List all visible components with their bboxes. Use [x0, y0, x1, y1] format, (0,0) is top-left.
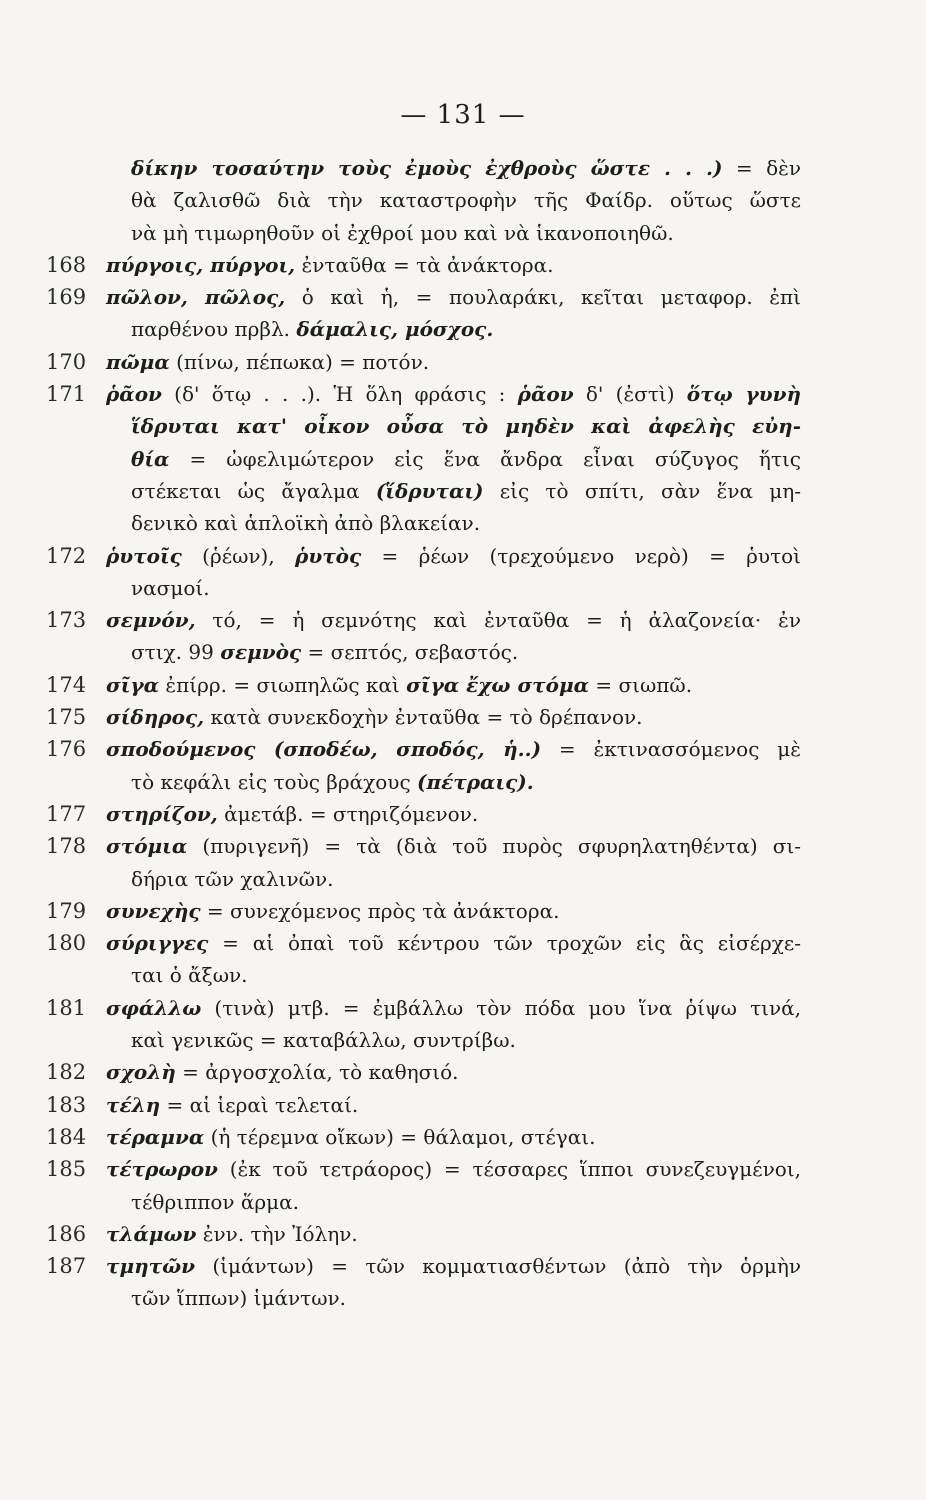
- gloss-text: δήρια τῶν χαλινῶν.: [131, 866, 334, 891]
- continuation-line: [46, 410, 801, 442]
- entry-line: [46, 927, 801, 959]
- entry-number: 184: [46, 1124, 87, 1149]
- gloss-text: (πίνω, πέπωκα) = ποτόν.: [169, 349, 430, 374]
- continuation-line: [46, 507, 801, 539]
- line-text: [106, 346, 801, 378]
- gloss-text: = ἐκτινασσόμενος μὲ: [541, 737, 801, 762]
- lemma-text: τέλη: [106, 1092, 161, 1117]
- lemma-text: σφάλλω: [106, 995, 202, 1020]
- entry-line: [46, 1121, 801, 1153]
- line-text: [131, 443, 801, 475]
- gloss-text: ἐνταῦθα = τὰ ἀνάκτορα.: [295, 252, 554, 277]
- gloss-text: = ἀργοσχολία, τὸ καθησιό.: [175, 1060, 459, 1085]
- entry-number: 186: [46, 1221, 87, 1246]
- entry-line: [46, 604, 801, 636]
- glossary-text: [46, 152, 801, 1315]
- line-text: [106, 1153, 801, 1185]
- gloss-text: ἐπίρρ. = σιωπηλῶς καὶ: [159, 672, 407, 697]
- entry-number: 187: [46, 1254, 87, 1279]
- lemma-text: (πέτραις).: [417, 769, 534, 794]
- lemma-text: ῥυτοῖς: [106, 543, 182, 568]
- entry-line: [46, 701, 801, 733]
- continuation-line: [46, 1282, 801, 1314]
- line-text: [131, 475, 801, 507]
- lemma-text: συνεχὴς: [106, 898, 201, 923]
- gloss-text: ὁ καὶ ἡ, = πουλαράκι, κεῖται μεταφορ. ἐπὶ: [285, 285, 801, 310]
- entry-line: [46, 798, 801, 830]
- entry-line: [46, 992, 801, 1024]
- page-number: — 131 —: [400, 100, 526, 130]
- entry-number: 173: [46, 608, 87, 633]
- gloss-text: (τινὰ) μτβ. = ἐμβάλλω τὸν πόδα μου ἵνα ῥίψω τινά,: [201, 995, 801, 1020]
- gloss-text: = αἱ ἱεραὶ τελεταί.: [160, 1092, 359, 1117]
- line-text: [131, 410, 801, 442]
- gloss-text: τέθριππον ἅρμα.: [131, 1189, 300, 1214]
- lemma-text: δίκην τοσαύτην τοὺς ἐμοὺς ἐχθροὺς ὥστε . . .): [131, 156, 723, 180]
- line-text: [106, 669, 801, 701]
- continuation-line: [46, 152, 801, 184]
- gloss-text: (ἱμάντων) = τῶν κομματιασθέντων (ἀπὸ τὴν ὁρμὴν: [195, 1254, 801, 1279]
- line-text: [106, 1056, 801, 1088]
- gloss-text: στιχ. 99: [131, 640, 221, 665]
- lemma-text: στόμια: [106, 834, 188, 859]
- line-text: [131, 1186, 801, 1218]
- line-text: [106, 281, 801, 313]
- gloss-text: δενικὸ καὶ ἁπλοϊκὴ ἀπὸ βλακείαν.: [131, 511, 481, 536]
- gloss-text: = σεπτός, σεβαστός.: [301, 640, 519, 665]
- line-text: [131, 184, 801, 216]
- entry-number: 177: [46, 801, 87, 826]
- entry-number: 183: [46, 1092, 87, 1117]
- entry-line: [46, 281, 801, 313]
- gloss-text: = ὠφελιμώτερον εἰς ἕνα ἄνδρα εἶναι σύζυγος ἥτις: [169, 446, 801, 471]
- entry-line: [46, 1089, 801, 1121]
- lemma-text: σῖγα: [106, 672, 160, 697]
- line-text: [106, 1089, 801, 1121]
- line-text: [131, 1024, 801, 1056]
- lemma-text: (ἵδρυται): [375, 478, 484, 503]
- lemma-text: σχολὴ: [106, 1060, 176, 1085]
- entry-number: 176: [46, 737, 87, 762]
- entry-line: [46, 1153, 801, 1185]
- continuation-line: [46, 1186, 801, 1218]
- entry-line: [46, 895, 801, 927]
- lemma-text: σεμνὸς: [220, 640, 302, 665]
- line-text: [106, 830, 801, 862]
- entry-number: 180: [46, 931, 87, 956]
- gloss-text: τῶν ἵππων) ἱμάντων.: [131, 1286, 347, 1311]
- continuation-line: [46, 217, 801, 249]
- entry-line: [46, 378, 801, 410]
- entry-number: 182: [46, 1060, 87, 1085]
- line-text: [106, 701, 801, 733]
- gloss-text: στέκεται ὡς ἄγαλμα: [131, 478, 376, 503]
- entry-number: 181: [46, 995, 87, 1020]
- entry-number: 169: [46, 285, 87, 310]
- entry-number: 172: [46, 543, 87, 568]
- gloss-text: ἀμετάβ. = στηριζόμενον.: [217, 801, 479, 826]
- continuation-line: [46, 636, 801, 668]
- gloss-text: τό, = ἡ σεμνότης καὶ ἐνταῦθα = ἡ ἀλαζονεία· ἐν: [195, 608, 801, 633]
- lemma-text: σεμνόν,: [106, 608, 196, 633]
- continuation-line: [46, 959, 801, 991]
- lemma-text: δάμαλις, μόσχος.: [296, 317, 494, 342]
- entry-number: 179: [46, 898, 87, 923]
- lemma-text: τέραμνα: [106, 1124, 205, 1149]
- entry-line: [46, 1250, 801, 1282]
- entry-line: [46, 733, 801, 765]
- gloss-text: ται ὁ ἄξων.: [131, 963, 248, 988]
- line-text: [106, 895, 801, 927]
- entry-line: [46, 1218, 801, 1250]
- line-text: [106, 733, 801, 765]
- line-text: [131, 217, 801, 249]
- entry-number: 178: [46, 834, 87, 859]
- line-text: [131, 766, 801, 798]
- continuation-line: [46, 475, 801, 507]
- continuation-line: [46, 766, 801, 798]
- gloss-text: εἰς τὸ σπίτι, σὰν ἕνα μη-: [483, 478, 801, 503]
- lemma-text: ῥυτὸς: [295, 543, 362, 568]
- gloss-text: = σιωπῶ.: [589, 672, 693, 697]
- lemma-text: ῥᾶον: [517, 382, 574, 407]
- lemma-text: τλάμων: [106, 1221, 197, 1246]
- gloss-text: = ῥέων (τρεχούμενο νερὸ) = ῥυτοὶ: [361, 543, 802, 568]
- entry-line: [46, 346, 801, 378]
- gloss-text: θὰ ζαλισθῶ διὰ τὴν καταστροφὴν τῆς Φαίδρ. οὕτως ὥστε: [131, 188, 801, 213]
- line-text: [131, 507, 801, 539]
- continuation-line: [46, 863, 801, 895]
- line-text: [131, 572, 801, 604]
- continuation-line: [46, 1024, 801, 1056]
- gloss-text: (ῥέων),: [181, 543, 296, 568]
- gloss-text: = αἱ ὀπαὶ τοῦ κέντρου τῶν τροχῶν εἰς ἃς εἰσέρχε-: [208, 931, 801, 956]
- lemma-text: τμητῶν: [106, 1254, 196, 1279]
- lemma-text: ῥᾶον: [106, 382, 162, 407]
- entry-number: 171: [46, 382, 87, 407]
- gloss-text: κατὰ συνεκδοχὴν ἐνταῦθα = τὸ δρέπανον.: [204, 705, 643, 730]
- continuation-line: [46, 572, 801, 604]
- line-text: [131, 959, 801, 991]
- entry-number: 174: [46, 672, 87, 697]
- gloss-text: παρθένου πρβλ.: [131, 317, 297, 342]
- lemma-text: σύριγγες: [106, 931, 209, 956]
- line-text: [131, 152, 801, 184]
- entry-number: 170: [46, 349, 87, 374]
- gloss-text: (δ' ὅτῳ . . .). Ἡ ὅλη φράσις :: [161, 382, 518, 407]
- gloss-text: νὰ μὴ τιμωρηθοῦν οἱ ἐχθροί μου καὶ νὰ ἱκανοποιηθῶ.: [131, 220, 674, 245]
- line-text: [106, 927, 801, 959]
- line-text: [106, 540, 801, 572]
- gloss-text: = δὲν: [722, 156, 801, 180]
- line-text: [131, 863, 801, 895]
- lemma-text: στηρίζον,: [106, 801, 218, 826]
- gloss-text: δ' (ἐστὶ): [573, 382, 687, 407]
- entry-line: [46, 540, 801, 572]
- entry-number: 168: [46, 252, 87, 277]
- entry-number: 185: [46, 1157, 87, 1182]
- line-text: [106, 1121, 801, 1153]
- gloss-text: τὸ κεφάλι εἰς τοὺς βράχους: [131, 769, 417, 794]
- lemma-text: πύργοις, πύργοι,: [106, 252, 296, 277]
- line-text: [106, 1218, 801, 1250]
- entry-number: 175: [46, 705, 87, 730]
- lemma-text: ἵδρυται κατ' οἶκον οὖσα τὸ μηδὲν καὶ ἀφελὴς εὐη-: [131, 414, 801, 439]
- line-text: [131, 636, 801, 668]
- lemma-text: τέτρωρον: [106, 1157, 218, 1182]
- gloss-text: (ἡ τέρεμνα οἴκων) = θάλαμοι, στέγαι.: [204, 1124, 596, 1149]
- continuation-line: [46, 443, 801, 475]
- entry-line: [46, 1056, 801, 1088]
- gloss-text: (ἐκ τοῦ τετράορος) = τέσσαρες ἵπποι συνεζευγμένοι,: [217, 1157, 801, 1182]
- line-text: [106, 378, 801, 410]
- line-text: [106, 992, 801, 1024]
- lemma-text: πῶλον, πῶλος,: [106, 285, 286, 310]
- lemma-text: σίδηρος,: [106, 705, 205, 730]
- entry-line: [46, 669, 801, 701]
- entry-line: [46, 830, 801, 862]
- line-text: [106, 604, 801, 636]
- continuation-line: [46, 184, 801, 216]
- gloss-text: = συνεχόμενος πρὸς τὰ ἀνάκτορα.: [200, 898, 560, 923]
- gloss-text: (πυριγενῆ) = τὰ (διὰ τοῦ πυρὸς σφυρηλατηθέντα) σι-: [187, 834, 801, 859]
- lemma-text: πῶμα: [106, 349, 170, 374]
- line-text: [106, 798, 801, 830]
- gloss-text: ἐνν. τὴν Ἰόλην.: [196, 1221, 358, 1246]
- lemma-text: ὅτῳ γυνὴ: [686, 382, 801, 407]
- line-text: [131, 1282, 801, 1314]
- continuation-line: [46, 313, 801, 345]
- lemma-text: θία: [131, 446, 170, 471]
- lemma-text: σῖγα ἔχω στόμα: [406, 672, 590, 697]
- gloss-text: νασμοί.: [131, 575, 210, 600]
- entry-line: [46, 249, 801, 281]
- gloss-text: καὶ γενικῶς = καταβάλλω, συντρίβω.: [131, 1028, 516, 1053]
- lemma-text: σποδούμενος (σποδέω, σποδός, ἡ..): [106, 737, 542, 762]
- line-text: [106, 249, 801, 281]
- line-text: [131, 313, 801, 345]
- line-text: [106, 1250, 801, 1282]
